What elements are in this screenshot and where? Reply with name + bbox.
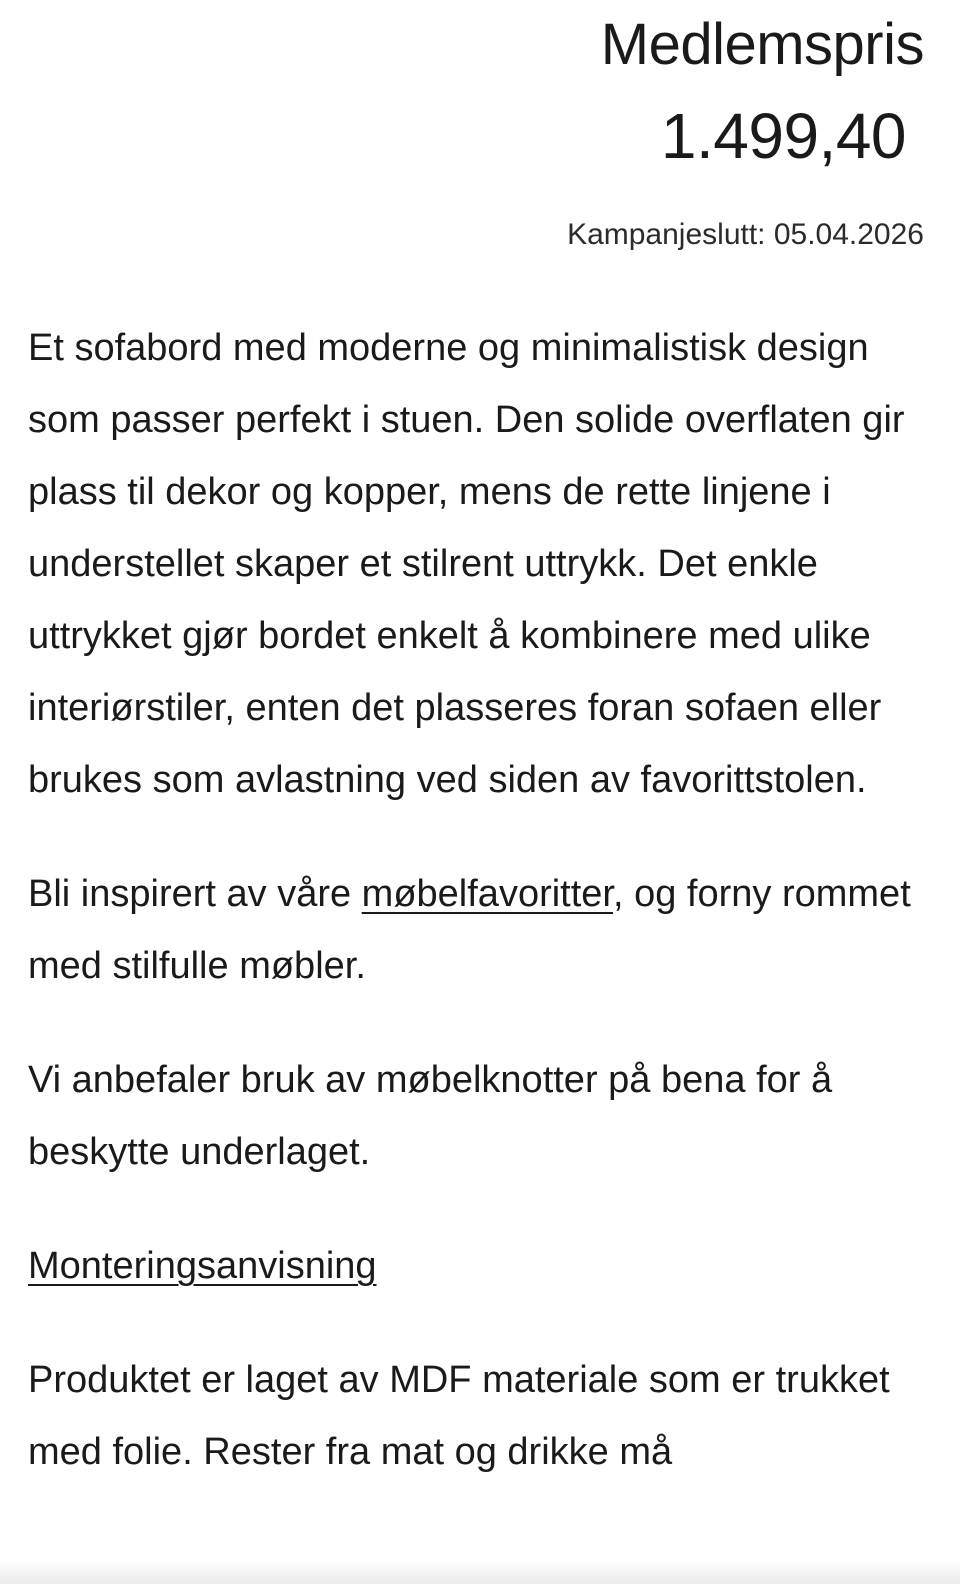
material-paragraph: Produktet er laget av MDF materiale som er trukket med folie. Rester fra mat og drikke må: [28, 1359, 890, 1473]
recommendation-paragraph: Vi anbefaler bruk av møbelknotter på bena for å beskytte underlaget.: [28, 1059, 833, 1173]
furniture-favorites-link[interactable]: møbelfavoritter: [361, 873, 613, 915]
inspiration-text-before: Bli inspirert av våre: [28, 873, 362, 915]
inspiration-text-after: , og forny rommet med stilfulle møbler.: [28, 873, 911, 987]
inspiration-paragraph: [28, 858, 928, 1002]
bottom-fade: [0, 1560, 960, 1584]
assembly-instructions-link[interactable]: Monteringsanvisning: [28, 1245, 377, 1287]
description-paragraph: Et sofabord med moderne og minimalistisk design som passer perfekt i stuen. Den solide overflaten gir plass til dekor og kopper, mens de rette linjene i understellet skaper et stilrent uttrykk. Det enkle uttrykket gjør bordet enkelt å kombinere med ulike interiørstiler, enten det plasseres foran sofaen eller brukes som avlastning ved siden av favorittstolen.: [28, 327, 905, 801]
product-description: [28, 312, 928, 1488]
campaign-end-date: Kampanjeslutt: 05.04.2026: [567, 218, 924, 251]
member-price-amount: 1.499,40: [660, 100, 906, 172]
member-price-label: Medlemspris: [600, 12, 924, 77]
member-price-block: [600, 0, 924, 172]
assembly-paragraph: [28, 1230, 928, 1302]
